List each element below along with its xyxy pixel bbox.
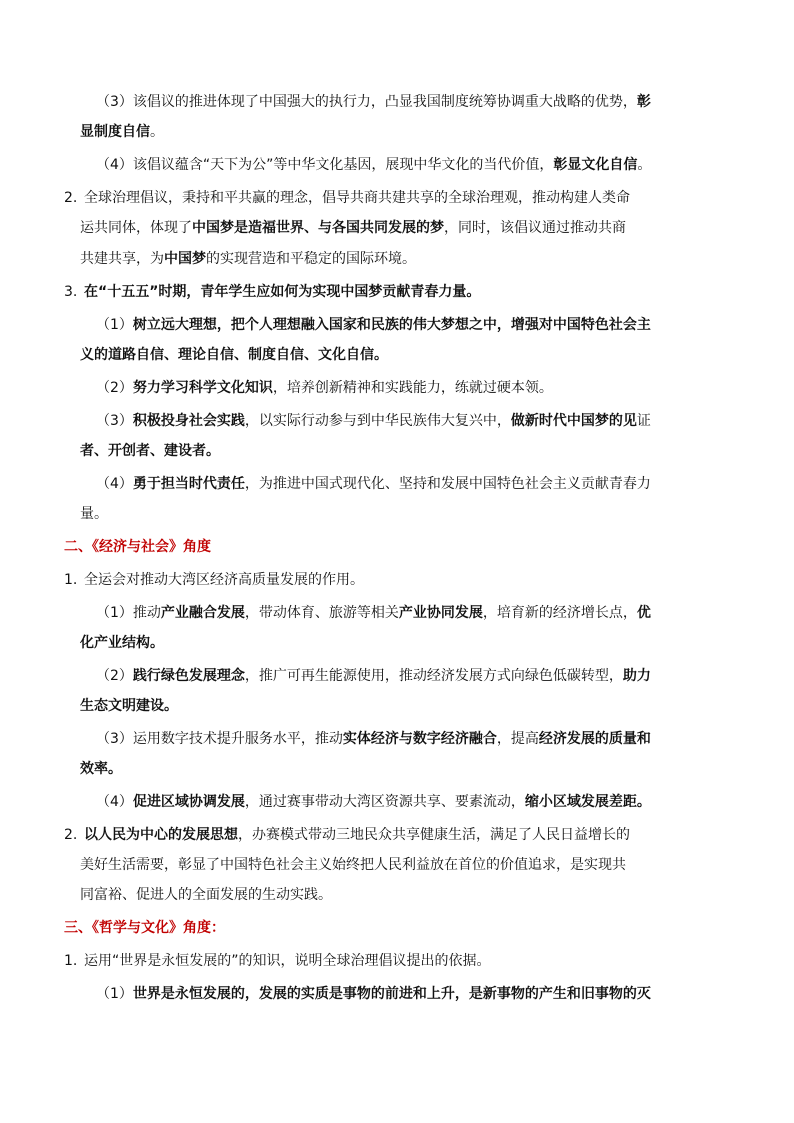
text-segment: ，提高 — [496, 731, 539, 747]
bold-text: 效率。 — [80, 761, 122, 777]
text-segment: 共建共享，为 — [80, 251, 164, 267]
bold-text: 优 — [636, 605, 651, 621]
text-segment: ，培养创新精神和实践能力，练就过硬本领。 — [272, 380, 553, 396]
list-number: 1. — [64, 572, 78, 588]
text-line — [80, 855, 626, 875]
text-segment: （2） — [96, 380, 133, 396]
bold-text: 彰 — [636, 94, 651, 110]
list-number: 1. — [64, 953, 78, 969]
text-line — [96, 729, 651, 749]
bold-text: 树立远大理想，把个人理想融入国家和民族的伟大梦想之中，增强对中国特色社会主 — [132, 317, 651, 333]
text-line — [96, 984, 651, 1004]
bold-text: 义的道路自信、理论自信、制度自信、文化自信。 — [80, 347, 388, 363]
bold-text: 促进区域协调发展 — [132, 794, 245, 810]
text-segment: （2） — [96, 668, 133, 684]
bold-text: 世界是永恒发展的，发展的实质是事物的前进和上升，是新事物的产生和旧事物的灭 — [132, 986, 651, 1002]
text-line — [96, 411, 651, 431]
text-line — [96, 315, 651, 335]
bold-text: 缩小区域发展差距。 — [524, 794, 651, 810]
text-segment: （3）运用数字技术提升服务水平，推动 — [96, 731, 343, 747]
text-segment: ，培育新的经济增长点， — [482, 605, 637, 621]
text-segment: 运用“世界是永恒发展的”的知识，说明全球治理倡议提出的依据。 — [84, 953, 491, 969]
text-segment: 三、《哲学与文化》角度： — [64, 920, 225, 936]
text-line — [96, 92, 651, 112]
text-line — [80, 122, 164, 142]
bold-text: 产业融合发展 — [160, 605, 245, 621]
text-line — [80, 696, 178, 716]
text-line — [64, 825, 630, 845]
text-segment: 证 — [636, 413, 651, 429]
text-segment: （4） — [96, 476, 133, 492]
text-segment: 全运会对推动大湾区经济高质量发展的作用。 — [84, 572, 364, 588]
text-segment: ，以实际行动参与到中华民族伟大复兴中， — [244, 413, 511, 429]
text-line — [96, 378, 553, 398]
bold-text: 在“十五五”时期，青年学生应如何为实现中国梦贡献青春力量。 — [84, 284, 481, 300]
bold-text: 助力 — [622, 668, 651, 684]
bold-text: 勇于担当时代责任 — [132, 476, 245, 492]
text-segment: ，带动体育、旅游等相关 — [244, 605, 399, 621]
bold-text: 中国梦 — [164, 251, 206, 267]
text-line — [64, 951, 491, 971]
bold-text: 产业协同发展 — [398, 605, 483, 621]
text-line — [96, 603, 651, 623]
text-segment: ，通过赛事带动大湾区资源共享、要素流动， — [244, 794, 525, 810]
text-segment: ，推广可再生能源使用，推动经济发展方式向绿色低碳转型， — [244, 668, 623, 684]
text-segment: （1） — [96, 986, 133, 1002]
text-segment: 美好生活需要，彰显了中国特色社会主义始终把人民利益放在首位的价值追求，是实现共 — [80, 857, 626, 873]
text-line — [96, 474, 651, 494]
text-segment: 的实现营造和平稳定的国际环境。 — [206, 251, 416, 267]
text-segment: 同富裕、促进人的全面发展的生动实践。 — [80, 887, 332, 903]
text-line — [96, 792, 651, 812]
text-line — [80, 759, 122, 779]
text-segment: （4）该倡议蕴含“天下为公”等中华文化基因，展现中华文化的当代价值， — [96, 157, 554, 173]
text-line — [64, 282, 480, 302]
text-segment: 。 — [637, 157, 652, 173]
bold-text: 践行绿色发展理念 — [132, 668, 245, 684]
bold-text: 显制度自信 — [80, 124, 150, 140]
text-segment: （3） — [96, 413, 133, 429]
text-line — [64, 570, 364, 590]
text-segment: ，为推进中国式现代化、坚持和发展中国特色社会主义贡献青春力 — [244, 476, 651, 492]
section-heading — [64, 918, 225, 938]
bold-text: 做新时代中国梦的见 — [510, 413, 637, 429]
list-number: 2. — [64, 827, 78, 843]
text-segment: 。 — [150, 124, 164, 140]
text-line — [64, 188, 630, 208]
text-line — [80, 885, 332, 905]
bold-text: 努力学习科学文化知识 — [132, 380, 273, 396]
bold-text: 积极投身社会实践 — [132, 413, 245, 429]
bold-text: 化产业结构。 — [80, 635, 164, 651]
bold-text: 生态文明建设。 — [80, 698, 178, 714]
text-segment: ，办赛模式带动三地民众共享健康生活，满足了人民日益增长的 — [238, 827, 630, 843]
text-segment: 全球治理倡议，秉持和平共赢的理念，倡导共商共建共享的全球治理观，推动构建人类命 — [84, 190, 630, 206]
bold-text: 彰显文化自信 — [553, 157, 638, 173]
section-heading — [64, 537, 211, 557]
list-number: 3. — [64, 284, 78, 300]
text-line — [96, 666, 651, 686]
text-segment: （4） — [96, 794, 133, 810]
text-line — [80, 633, 164, 653]
text-segment: （1） — [96, 317, 133, 333]
list-number: 2. — [64, 190, 78, 206]
text-segment: （3）该倡议的推进体现了中国强大的执行力，凸显我国制度统筹协调重大战略的优势， — [96, 94, 637, 110]
text-line — [80, 249, 416, 269]
bold-text: 实体经济与数字经济融合 — [342, 731, 497, 747]
bold-text: 经济发展的质量和 — [538, 731, 651, 747]
text-segment: 量。 — [80, 506, 108, 522]
text-segment: 运共同体，体现了 — [80, 220, 192, 236]
text-segment: 二、《经济与社会》角度 — [64, 539, 211, 555]
bold-text: 者、开创者、建设者。 — [80, 443, 220, 459]
text-line — [80, 441, 220, 461]
text-segment: （1）推动 — [96, 605, 161, 621]
bold-text: 以人民为中心的发展思想 — [84, 827, 238, 843]
text-line — [96, 155, 651, 175]
text-line — [80, 345, 388, 365]
text-line — [80, 218, 626, 238]
text-line — [80, 504, 108, 524]
bold-text: 中国梦是造福世界、与各国共同发展的梦 — [192, 220, 444, 236]
text-segment: ，同时，该倡议通过推动共商 — [444, 220, 626, 236]
